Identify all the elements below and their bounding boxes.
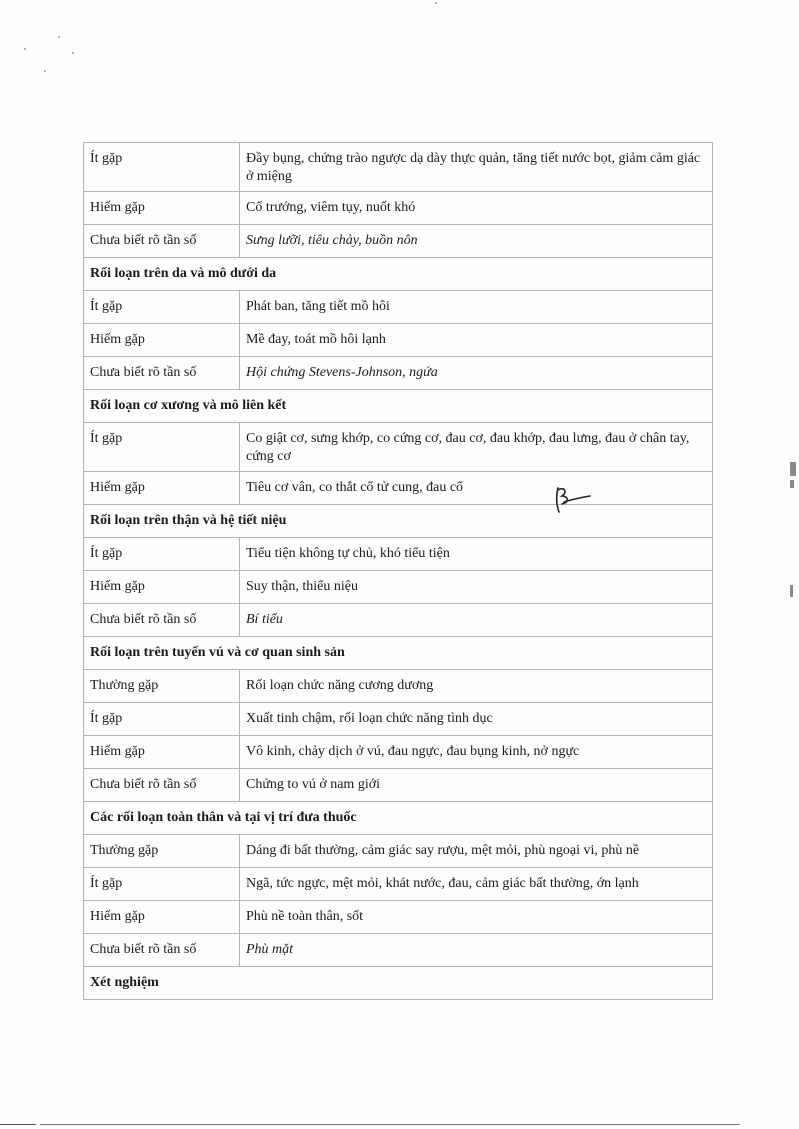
frequency-cell: Hiếm gặp	[84, 192, 240, 225]
effects-cell: Xuất tinh chậm, rối loạn chức năng tình dục	[240, 703, 713, 736]
table-row	[84, 472, 713, 505]
table-row	[84, 192, 713, 225]
table-row	[84, 835, 713, 868]
table-row	[84, 736, 713, 769]
effects-cell: Sưng lưỡi, tiêu chảy, buồn nôn	[240, 225, 713, 258]
scan-speck	[24, 48, 26, 50]
effects-cell: Bí tiểu	[240, 604, 713, 637]
section-header-row	[84, 802, 713, 835]
frequency-cell: Chưa biết rõ tần số	[84, 604, 240, 637]
section-header: Rối loạn trên da và mô dưới da	[84, 258, 713, 291]
table-row	[84, 901, 713, 934]
frequency-cell: Hiếm gặp	[84, 324, 240, 357]
effects-cell: Rối loạn chức năng cương dương	[240, 670, 713, 703]
scan-speck	[58, 36, 60, 38]
scan-speck	[44, 70, 46, 72]
table-row	[84, 538, 713, 571]
scan-edge-mark	[790, 480, 794, 488]
table-row	[84, 357, 713, 390]
section-header-row	[84, 637, 713, 670]
frequency-cell: Thường gặp	[84, 670, 240, 703]
adverse-reactions-table	[83, 142, 713, 1000]
table-row	[84, 670, 713, 703]
section-header: Rối loạn trên tuyến vú và cơ quan sinh sản	[84, 637, 713, 670]
table-row	[84, 571, 713, 604]
frequency-cell: Hiếm gặp	[84, 736, 240, 769]
scan-speck	[72, 52, 74, 54]
effects-cell: Ngã, tức ngực, mệt mỏi, khát nước, đau, cảm giác bất thường, ớn lạnh	[240, 868, 713, 901]
effects-cell: Đầy bụng, chứng trào ngược dạ dày thực quản, tăng tiết nước bọt, giảm cảm giác ở miệng	[240, 143, 713, 192]
section-header: Các rối loạn toàn thân và tại vị trí đưa thuốc	[84, 802, 713, 835]
frequency-cell: Hiếm gặp	[84, 472, 240, 505]
effects-cell: Mề đay, toát mồ hôi lạnh	[240, 324, 713, 357]
frequency-cell: Ít gặp	[84, 291, 240, 324]
section-header: Rối loạn cơ xương và mô liên kết	[84, 390, 713, 423]
effects-cell: Cổ trướng, viêm tụy, nuốt khó	[240, 192, 713, 225]
section-header-row	[84, 505, 713, 538]
frequency-cell: Ít gặp	[84, 423, 240, 472]
footer-rule	[40, 1124, 740, 1125]
table-row	[84, 291, 713, 324]
frequency-cell: Chưa biết rõ tần số	[84, 357, 240, 390]
table-row	[84, 769, 713, 802]
frequency-cell: Hiếm gặp	[84, 901, 240, 934]
table-row	[84, 934, 713, 967]
section-header-row	[84, 258, 713, 291]
section-header-row	[84, 390, 713, 423]
scan-speck	[435, 2, 437, 4]
footer-rule	[0, 1124, 36, 1125]
table-row	[84, 604, 713, 637]
frequency-cell: Chưa biết rõ tần số	[84, 225, 240, 258]
frequency-cell: Ít gặp	[84, 538, 240, 571]
table-row	[84, 225, 713, 258]
frequency-cell: Chưa biết rõ tần số	[84, 769, 240, 802]
frequency-cell: Hiếm gặp	[84, 571, 240, 604]
frequency-cell: Chưa biết rõ tần số	[84, 934, 240, 967]
table-row	[84, 143, 713, 192]
frequency-cell: Ít gặp	[84, 143, 240, 192]
effects-cell: Vô kinh, chảy dịch ở vú, đau ngực, đau bụng kinh, nở ngực	[240, 736, 713, 769]
section-header: Rối loạn trên thận và hệ tiết niệu	[84, 505, 713, 538]
table-row	[84, 423, 713, 472]
effects-cell: Phát ban, tăng tiết mồ hôi	[240, 291, 713, 324]
effects-cell: Chứng to vú ở nam giới	[240, 769, 713, 802]
effects-cell: Co giật cơ, sưng khớp, co cứng cơ, đau cơ, đau khớp, đau lưng, đau ở chân tay, cứng cơ	[240, 423, 713, 472]
handwritten-initials	[550, 482, 600, 522]
table-row	[84, 868, 713, 901]
effects-cell: Phù nề toàn thân, sốt	[240, 901, 713, 934]
frequency-cell: Ít gặp	[84, 868, 240, 901]
effects-cell: Tiêu cơ vân, co thắt cổ tử cung, đau cổ	[240, 472, 713, 505]
table-row	[84, 324, 713, 357]
effects-cell: Phù mặt	[240, 934, 713, 967]
section-header: Xét nghiệm	[84, 967, 713, 1000]
effects-cell: Tiểu tiện không tự chủ, khó tiểu tiện	[240, 538, 713, 571]
scan-edge-mark	[790, 585, 793, 597]
effects-cell: Dáng đi bất thường, cảm giác say rượu, mệt mỏi, phù ngoại vi, phù nề	[240, 835, 713, 868]
scan-edge-mark	[790, 462, 796, 476]
frequency-cell: Thường gặp	[84, 835, 240, 868]
table-row	[84, 703, 713, 736]
adverse-reactions-table-body	[84, 143, 713, 1000]
frequency-cell: Ít gặp	[84, 703, 240, 736]
effects-cell: Suy thận, thiểu niệu	[240, 571, 713, 604]
section-header-row	[84, 967, 713, 1000]
effects-cell: Hội chứng Stevens-Johnson, ngứa	[240, 357, 713, 390]
